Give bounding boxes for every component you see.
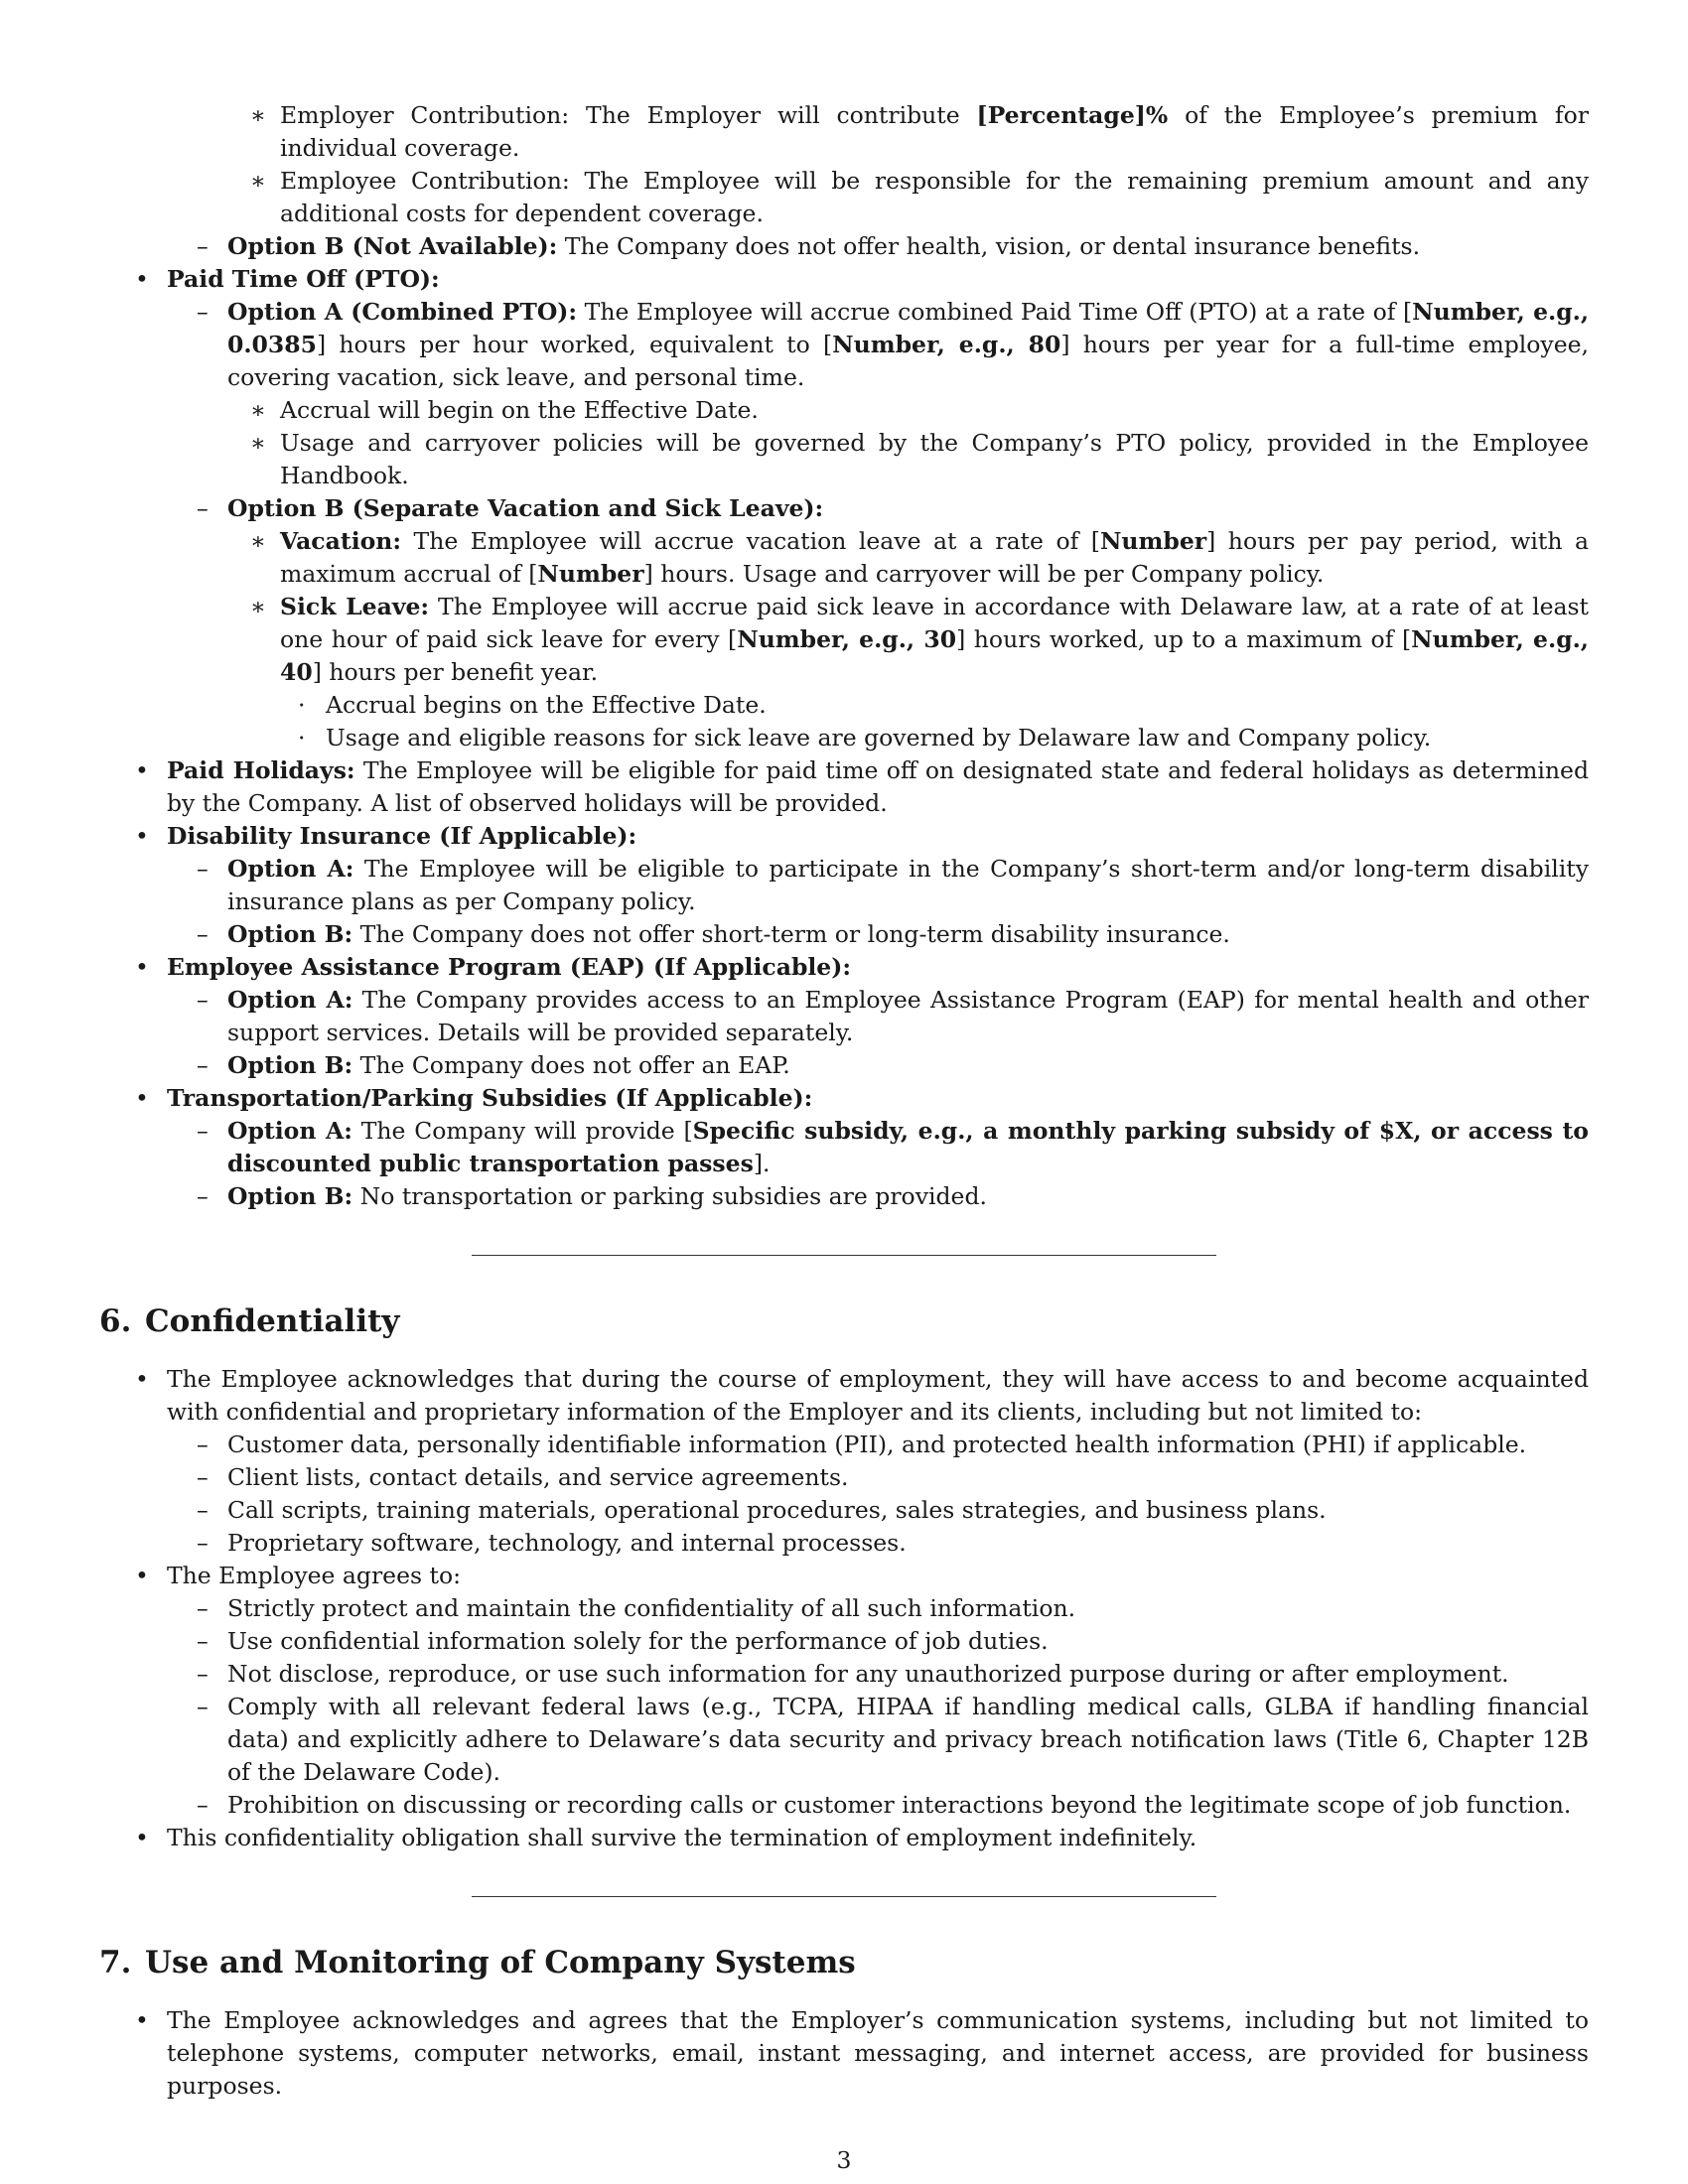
bullet-icon: • bbox=[135, 1824, 149, 1851]
document-page bbox=[99, 99, 1589, 2103]
dot-bullet-icon: · bbox=[298, 691, 306, 719]
dash-bullet-icon: – bbox=[197, 1627, 209, 1655]
dash-bullet-icon: – bbox=[197, 1496, 209, 1524]
confidentiality-intro: • The Employee acknowledges that during the course of employment, they will have access to and become acquainted with confidential and proprietary information of the Employer and its clients, including but not limited to: bbox=[135, 1365, 1589, 1426]
health-option-b: – Option B (Not Available): The Company does not offer health, vision, or dental insurance benefits. bbox=[99, 230, 1589, 263]
dash-bullet-icon: – bbox=[197, 1182, 209, 1210]
employer-contribution-item: ∗ Employer Contribution: The Employer will contribute [Percentage]% of the Employee’s premium for individual coverage. bbox=[250, 101, 1589, 162]
bullet-icon: • bbox=[135, 822, 149, 850]
bullet-icon: • bbox=[135, 265, 149, 293]
bullet-icon: • bbox=[135, 2006, 149, 2034]
dash-bullet-icon: – bbox=[197, 920, 209, 948]
section-divider bbox=[472, 1255, 1216, 1256]
asterisk-bullet-icon: ∗ bbox=[250, 167, 266, 195]
dash-bullet-icon: – bbox=[197, 1693, 209, 1720]
eap-heading: • Employee Assistance Program (EAP) (If Applicable): bbox=[99, 951, 1589, 984]
dash-bullet-icon: – bbox=[197, 1791, 209, 1819]
eap-option-b: – Option B: The Company does not offer an EAP. bbox=[99, 1049, 1589, 1082]
pto-heading: • Paid Time Off (PTO): bbox=[99, 263, 1589, 296]
dash-bullet-icon: – bbox=[197, 1529, 209, 1557]
asterisk-bullet-icon: ∗ bbox=[250, 396, 266, 424]
dash-bullet-icon: – bbox=[197, 232, 209, 260]
section-7-heading: 7. Use and Monitoring of Company Systems bbox=[99, 1945, 856, 1980]
confidential-info-item: – Client lists, contact details, and service agreements. bbox=[99, 1461, 1589, 1494]
eap-option-a: – Option A: The Company provides access to an Employee Assistance Program (EAP) for mental health and other support services. Details will be provided separately. bbox=[197, 986, 1589, 1046]
page-number: 3 bbox=[836, 2146, 852, 2174]
dash-bullet-icon: – bbox=[197, 298, 209, 326]
pto-option-a: – Option A (Combined PTO): The Employee will accrue combined Paid Time Off (PTO) at a rate of [Number, e.g., 0.0385] hours per hour worked, equivalent to [Number, e.g., 80] hours per year for a full-time employee, covering vacation, sick leave, and personal time. bbox=[197, 298, 1590, 391]
vacation-item: ∗ Vacation: The Employee will accrue vacation leave at a rate of [Number] hours per pay period, with a maximum accrual of [Number] hours. Usage and carryover will be per Company policy. bbox=[250, 527, 1590, 588]
asterisk-bullet-icon: ∗ bbox=[250, 101, 266, 129]
dash-bullet-icon: – bbox=[197, 1660, 209, 1688]
transport-heading: • Transportation/Parking Subsidies (If Applicable): bbox=[99, 1082, 1589, 1115]
pto-option-b: – Option B (Separate Vacation and Sick Leave): bbox=[99, 492, 1589, 525]
agreement-item: – Prohibition on discussing or recording calls or customer interactions beyond the legitimate scope of job function. bbox=[99, 1789, 1589, 1822]
dot-bullet-icon: · bbox=[298, 724, 306, 751]
dash-bullet-icon: – bbox=[197, 855, 209, 883]
bullet-icon: • bbox=[135, 756, 149, 784]
dash-bullet-icon: – bbox=[197, 1463, 209, 1491]
bullet-icon: • bbox=[135, 953, 149, 981]
transport-option-a: – Option A: The Company will provide [Specific subsidy, e.g., a monthly parking subsidy of $X, or access to discounted public transportation passes]. bbox=[197, 1117, 1589, 1177]
disability-option-a: – Option A: The Employee will be eligible to participate in the Company’s short-term and/or long-term disability insurance plans as per Company policy. bbox=[197, 855, 1589, 915]
disability-option-b: – Option B: The Company does not offer short-term or long-term disability insurance. bbox=[99, 918, 1589, 951]
dash-bullet-icon: – bbox=[197, 494, 209, 522]
confidential-info-item: – Customer data, personally identifiable information (PII), and protected health information (PHI) if applicable. bbox=[99, 1429, 1589, 1461]
bullet-icon: • bbox=[135, 1365, 149, 1393]
paid-holidays-item: • Paid Holidays: The Employee will be eligible for paid time off on designated state and federal holidays as determined by the Company. A list of observed holidays will be provided. bbox=[135, 756, 1589, 817]
dash-bullet-icon: – bbox=[197, 986, 209, 1014]
dash-bullet-icon: – bbox=[197, 1431, 209, 1458]
asterisk-bullet-icon: ∗ bbox=[250, 527, 266, 555]
employee-agrees-item: • The Employee agrees to: bbox=[99, 1560, 1589, 1592]
dash-bullet-icon: – bbox=[197, 1594, 209, 1622]
pto-option-a-sub-item: ∗ Accrual will begin on the Effective Date. bbox=[99, 394, 1589, 427]
bullet-icon: • bbox=[135, 1562, 149, 1589]
dash-bullet-icon: – bbox=[197, 1051, 209, 1079]
agreement-item: – Strictly protect and maintain the confidentiality of all such information. bbox=[99, 1592, 1589, 1625]
asterisk-bullet-icon: ∗ bbox=[250, 429, 266, 457]
agreement-item: – Comply with all relevant federal laws (e.g., TCPA, HIPAA if handling medical calls, GLBA if handling financial data) and explicitly adhere to Delaware’s data security and privacy breach notification laws (Title 6, Chapter 12B of the Delaware Code). bbox=[197, 1693, 1589, 1786]
section-divider bbox=[472, 1896, 1216, 1897]
section-6-heading: 6. Confidentiality bbox=[99, 1303, 400, 1339]
pto-option-a-sub-item: ∗ Usage and carryover policies will be governed by the Company’s PTO policy, provided in the Employee Handbook. bbox=[250, 429, 1589, 489]
dash-bullet-icon: – bbox=[197, 1117, 209, 1145]
transport-option-b: – Option B: No transportation or parking subsidies are provided. bbox=[99, 1180, 1589, 1213]
sick-leave-sub-item: · Usage and eligible reasons for sick leave are governed by Delaware law and Company policy. bbox=[99, 722, 1589, 754]
employee-contribution-item: ∗ Employee Contribution: The Employee will be responsible for the remaining premium amount and any additional costs for dependent coverage. bbox=[250, 167, 1589, 227]
asterisk-bullet-icon: ∗ bbox=[250, 593, 266, 620]
systems-use-item: • The Employee acknowledges and agrees that the Employer’s communication systems, including but not limited to telephone systems, computer networks, email, instant messaging, and internet access, are provided for business purposes. bbox=[135, 2006, 1589, 2100]
confidential-info-item: – Proprietary software, technology, and internal processes. bbox=[99, 1527, 1589, 1560]
bullet-icon: • bbox=[135, 1084, 149, 1112]
disability-heading: • Disability Insurance (If Applicable): bbox=[99, 820, 1589, 853]
sick-leave-item: ∗ Sick Leave: The Employee will accrue paid sick leave in accordance with Delaware law, at a rate of at least one hour of paid sick leave for every [Number, e.g., 30] hours worked, up to a maximum of [Number, e.g., 40] hours per benefit year. bbox=[250, 593, 1590, 686]
confidentiality-survival-item: • This confidentiality obligation shall survive the termination of employment indefinitely. bbox=[99, 1822, 1589, 1854]
sick-leave-sub-item: · Accrual begins on the Effective Date. bbox=[99, 689, 1589, 722]
agreement-item: – Use confidential information solely for the performance of job duties. bbox=[99, 1625, 1589, 1658]
agreement-item: – Not disclose, reproduce, or use such information for any unauthorized purpose during or after employment. bbox=[99, 1658, 1589, 1691]
confidential-info-item: – Call scripts, training materials, operational procedures, sales strategies, and business plans. bbox=[99, 1494, 1589, 1527]
